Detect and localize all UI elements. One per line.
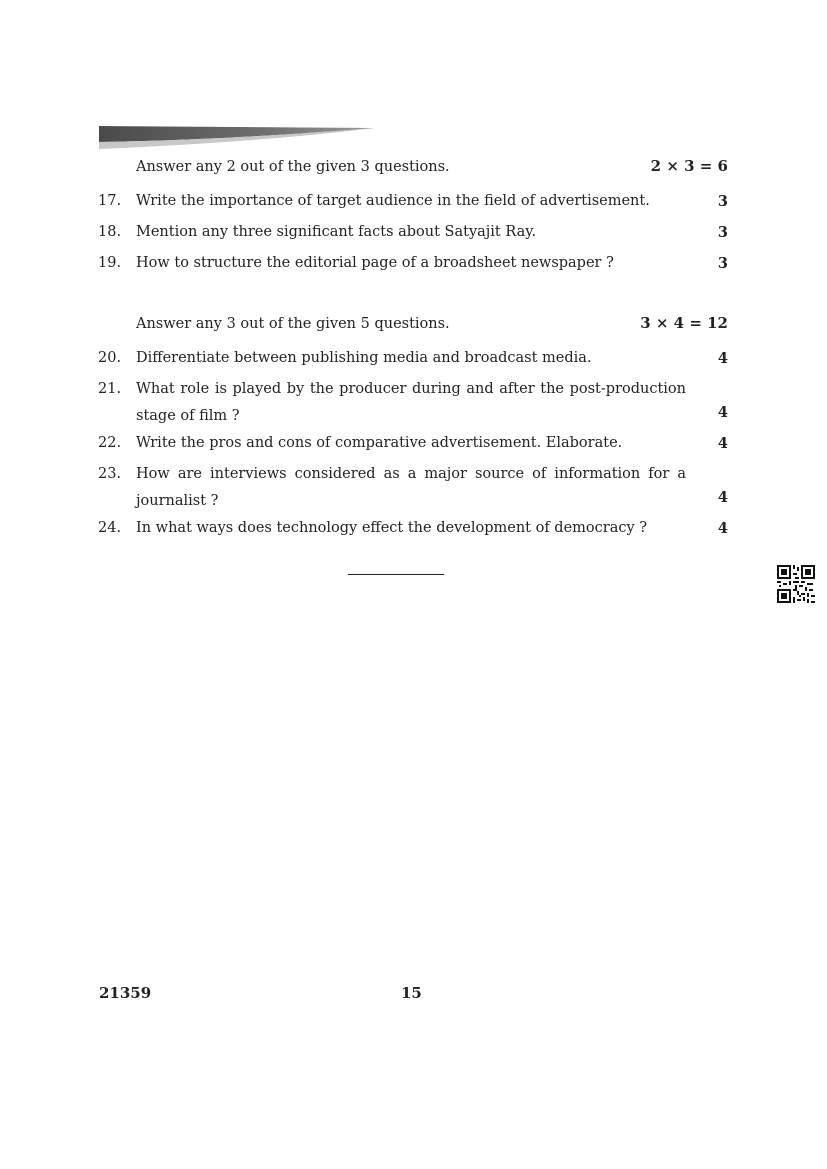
question-marks: 3 (717, 255, 728, 272)
section-2 (98, 314, 728, 546)
question-marks: 4 (717, 520, 728, 537)
question-item (98, 345, 728, 376)
question-text: How to structure the editorial page of a broadsheet newspaper ? (136, 255, 614, 271)
question-text: In what ways does technology effect the development of democracy ? (136, 520, 648, 536)
question-item (98, 461, 728, 515)
question-number: 22. (98, 435, 122, 451)
question-item (98, 188, 728, 219)
section-instruction (98, 314, 728, 345)
section-marks: 2 × 3 = 6 (650, 157, 728, 175)
question-number: 19. (98, 255, 122, 271)
paper-code: 21359 (99, 984, 152, 1002)
qr-code-icon (777, 565, 815, 603)
question-text: Write the importance of target audience in the field of advertisement. (136, 193, 650, 209)
question-text: What role is played by the producer during and after the post-production stage of film ? (136, 381, 686, 424)
header-decoration (99, 126, 375, 150)
question-marks: 4 (717, 489, 728, 506)
question-marks: 4 (717, 404, 728, 421)
section-1 (98, 157, 728, 281)
question-item (98, 376, 728, 430)
question-number: 21. (98, 381, 122, 397)
question-text: Mention any three significant facts about Satyajit Ray. (136, 224, 537, 240)
question-number: 24. (98, 520, 122, 536)
question-marks: 3 (717, 224, 728, 241)
instruction-text: Answer any 2 out of the given 3 questions. (136, 159, 450, 175)
question-marks: 4 (717, 435, 728, 452)
question-number: 18. (98, 224, 122, 240)
question-marks: 4 (717, 350, 728, 367)
question-text: Write the pros and cons of comparative advertisement. Elaborate. (136, 435, 623, 451)
question-text: How are interviews considered as a major source of information for a journalist ? (136, 466, 686, 509)
question-text: Differentiate between publishing media and broadcast media. (136, 350, 592, 366)
question-number: 23. (98, 466, 122, 482)
section-instruction (98, 157, 728, 188)
question-number: 20. (98, 350, 122, 366)
question-marks: 3 (717, 193, 728, 210)
question-item (98, 515, 728, 546)
question-item (98, 250, 728, 281)
end-of-paper-line (348, 574, 444, 575)
question-number: 17. (98, 193, 122, 209)
question-item (98, 219, 728, 250)
section-marks: 3 × 4 = 12 (640, 314, 728, 332)
question-item (98, 430, 728, 461)
instruction-text: Answer any 3 out of the given 5 questions. (136, 316, 450, 332)
page-number: 15 (401, 984, 422, 1002)
